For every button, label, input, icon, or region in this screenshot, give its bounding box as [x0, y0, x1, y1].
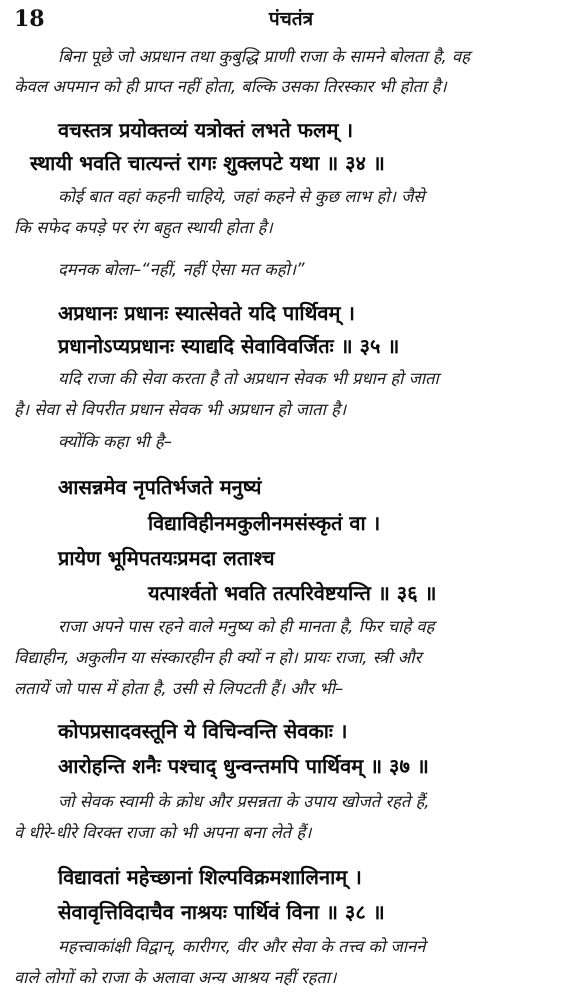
dialogue-line: दमनक बोला–“नहीं, नहीं ऐसा मत कहो।” [58, 260, 305, 279]
verse38-line1: विद्यावतां महेच्छानां शिल्पविक्रमशालिनाम् । [58, 865, 362, 889]
para6-line1: महत्त्वाकांक्षी विद्वान्, कारीगर, वीर और सेवा के तत्त्व को जानने [58, 937, 426, 956]
para6-line2: वाले लोगों को राजा के अलावा अन्य आश्रय नहीं रहता। [14, 968, 337, 987]
para2-line2: कि सफेद कपड़े पर रंग बहुत स्थायी होता है। [14, 218, 273, 237]
verse34-line1: वचस्तत्र प्रयोक्तव्यं यत्रोक्तं लभते फलम् । [58, 118, 354, 142]
page-title: पंचतंत्र [268, 8, 314, 30]
verse36-line4: यत्पार्श्वतो भवति तत्परिवेष्टयन्ति ॥ ३६ ॥ [148, 581, 437, 605]
para4-line2: विद्याहीन, अकुलीन या संस्कारहीन ही क्यों न हो। प्रायः राजा, स्त्री और [14, 648, 422, 667]
para5-line1: जो सेवक स्वामी के क्रोध और प्रसन्नता के उपाय खोजते रहते हैं, [58, 792, 430, 811]
verse35-line2: प्रधानोऽप्यप्रधानः स्याद्यदि सेवाविवर्जितः ॥ ३५ ॥ [58, 334, 400, 358]
verse35-line1: अप्रधानः प्रधानः स्यात्सेवते यदि पार्थिवम् । [58, 301, 355, 325]
verse38-line2: सेवावृत्तिविदाचैव नाश्रयः पार्थिवं विना ॥ ३८ ॥ [58, 900, 385, 924]
verse37-line2: आरोहन्ति शनैः पश्चाद् धुन्वन्तमपि पार्थिवम् ॥ ३७ ॥ [58, 754, 429, 778]
verse37-line1: कोपप्रसादवस्तूनि ये विचिन्वन्ति सेवकाः । [58, 719, 348, 743]
para1-line1: बिना पूछे जो अप्रधान तथा कुबुद्धि प्राणी राजा के सामने बोलता है, वह [58, 47, 470, 66]
para5-line2: वे धीरे-धीरे विरक्त राजा को भी अपना बना लेते हैं। [14, 823, 312, 842]
para4-line1: राजा अपने पास रहने वाले मनुष्य को ही मानता है, फिर चाहे वह [58, 617, 435, 636]
para3-line1: यदि राजा की सेवा करता है तो अप्रधान सेवक भी प्रधान हो जाता [58, 369, 439, 388]
para2-line1: कोई बात वहां कहनी चाहिये, जहां कहने से कुछ लाभ हो। जैसे [58, 187, 425, 206]
para1-line2: केवल अपमान को ही प्राप्त नहीं होता, बल्कि उसका तिरस्कार भी होता है। [14, 77, 447, 96]
para3-line2: है। सेवा से विपरीत प्रधान सेवक भी अप्रधान हो जाता है। [14, 400, 347, 419]
para3-line3: क्योंकि कहा भी है– [58, 432, 172, 451]
verse36-line3: प्रायेण भूमिपतयःप्रमदा लताश्च [58, 546, 275, 570]
verse34-line2: स्थायी भवति चात्यन्तं रागः शुक्लपटे यथा ॥ ३४ ॥ [30, 151, 385, 175]
page-number: 18 [14, 6, 45, 32]
verse36-line1: आसन्नमेव नृपतिर्भजते मनुष्यं [58, 475, 262, 499]
verse36-line2: विद्याविहीनमकुलीनमसंस्कृतं वा । [148, 511, 381, 535]
para4-line3: लतायें जो पास में होता है, उसी से लिपटती हैं। और भी– [14, 679, 344, 698]
